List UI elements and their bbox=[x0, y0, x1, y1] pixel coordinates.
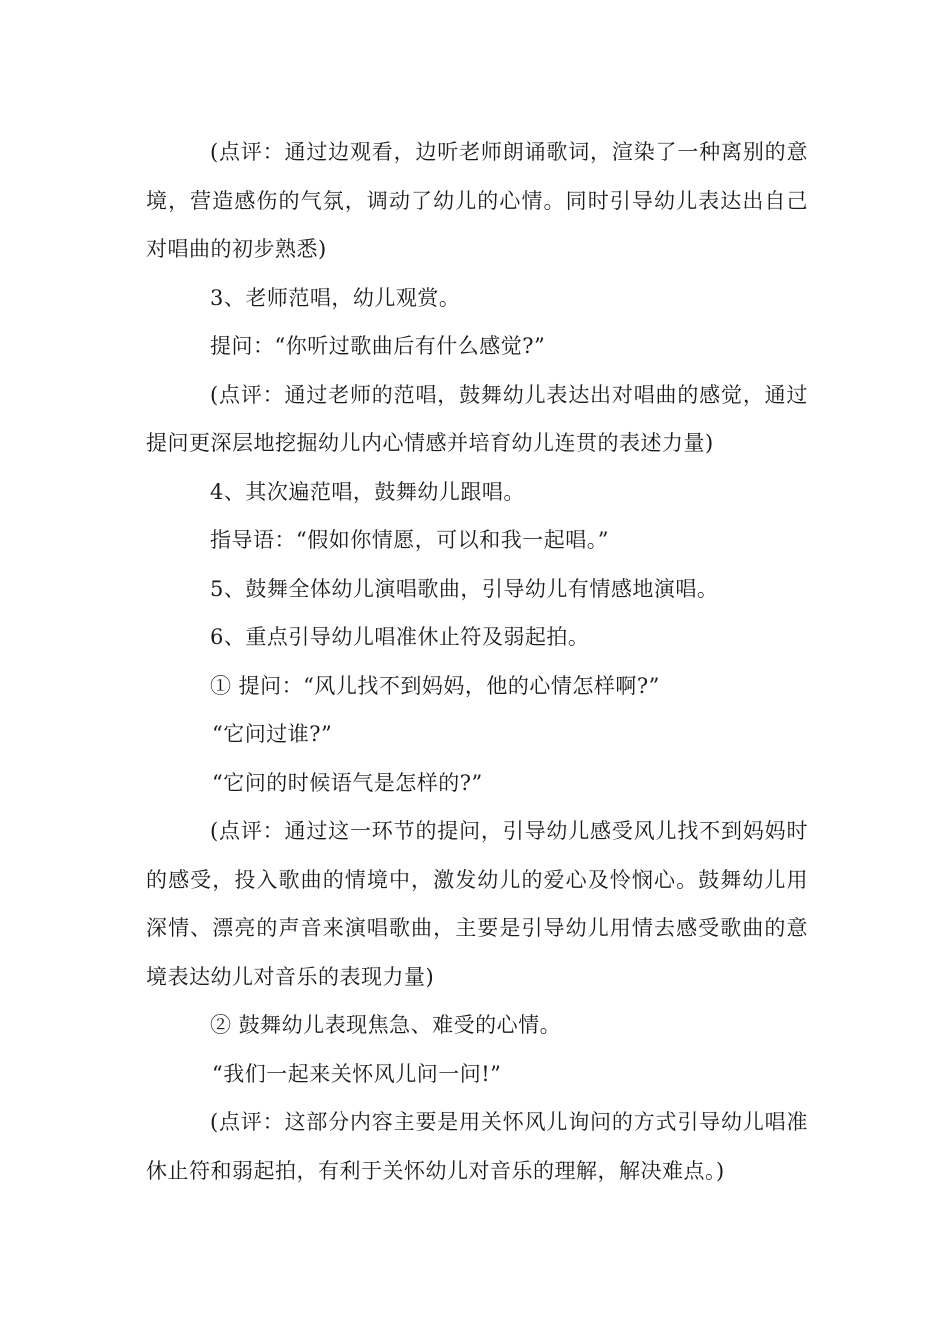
paragraph-step-4: 4、其次遍范唱，鼓舞幼儿跟唱。 bbox=[210, 479, 525, 504]
paragraph-encourage: ② 鼓舞幼儿表现焦急、难受的心情。 bbox=[210, 1013, 562, 1037]
paragraph-step-5: 5、鼓舞全体幼儿演唱歌曲，引导幼儿有情感地演唱。 bbox=[210, 576, 719, 601]
paragraph-guidance: 指导语：“假如你情愿，可以和我一起唱。” bbox=[210, 528, 609, 552]
paragraph-question-2: ① 提问：“风儿找不到妈妈，他的心情怎样啊?” bbox=[210, 673, 660, 698]
paragraph-question-3: “它问过谁?” bbox=[212, 722, 333, 746]
paragraph-comment-2: (点评：通过老师的范唱，鼓舞幼儿表达出对唱曲的感觉，通过提问更深层地挖掘幼儿内心情感并培育幼儿连贯的表述力量) bbox=[146, 382, 808, 455]
paragraph-comment-3: (点评：通过这一环节的提问，引导幼儿感受风儿找不到妈妈时的感受，投入歌曲的情境中，激发幼儿的爱心及怜悯心。鼓舞幼儿用深情、漂亮的声音来演唱歌曲，主要是引导幼儿用情去感受歌曲的意境表达幼儿对音乐的表现力量) bbox=[146, 819, 808, 989]
paragraph-comment-1: (点评：通过边观看，边听老师朗诵歌词，渲染了一种离别的意境，营造感伤的气氛，调动了幼儿的心情。同时引导幼儿表达出自己对唱曲的初步熟悉) bbox=[146, 140, 808, 261]
paragraph-call-to-action: “我们一起来关怀风儿问一问!” bbox=[212, 1061, 502, 1086]
paragraph-question-1: 提问：“你听过歌曲后有什么感觉?” bbox=[210, 334, 546, 358]
paragraph-comment-4: (点评：这部分内容主要是用关怀风儿询问的方式引导幼儿唱准休止符和弱起拍，有利于关怀幼儿对音乐的理解，解决难点。) bbox=[146, 1110, 808, 1183]
paragraph-step-6: 6、重点引导幼儿唱准休止符及弱起拍。 bbox=[210, 625, 590, 649]
body-text bbox=[146, 128, 808, 1195]
paragraph-question-4: “它问的时候语气是怎样的?” bbox=[212, 770, 483, 795]
paragraph-step-3: 3、老师范唱，幼儿观赏。 bbox=[210, 285, 461, 310]
